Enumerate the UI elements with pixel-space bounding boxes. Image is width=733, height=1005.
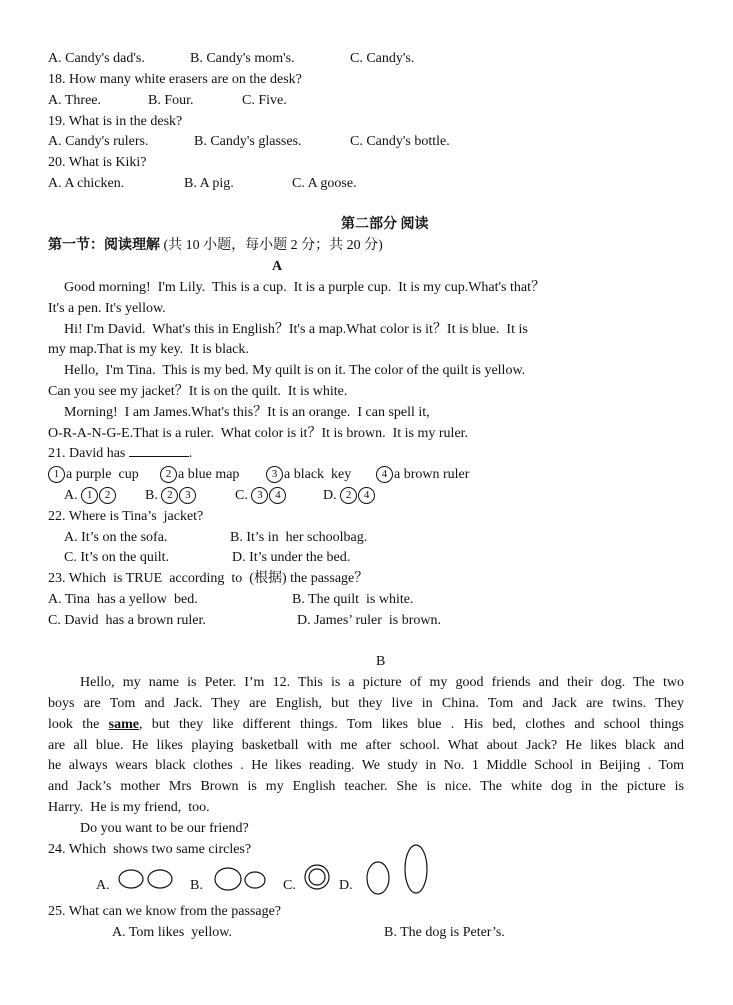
passage-a-label: A — [272, 259, 283, 274]
q20-option-b: B. A pig. — [184, 176, 234, 191]
circle-shape — [148, 870, 172, 888]
passage-b-line: boys are Tom and Jack. They are English, but they live in China. Tom and Jack are twins. They — [48, 696, 684, 711]
passage-a-line: Hi! I'm David. What's this in English？It's a map.What color is it？It is blue. It is — [64, 322, 528, 337]
circle-shape — [309, 869, 325, 885]
look-line-pre: look the — [48, 717, 109, 732]
q21-option — [145, 486, 197, 506]
q24-option-d-label: D. — [339, 878, 353, 893]
q24-option-d-shapes — [362, 844, 432, 896]
passage-a-line: O-R-A-N-G-E.That is a ruler. What color is it？It is brown. It is my ruler. — [48, 426, 469, 441]
q25-option-a: A. Tom likes yellow. — [112, 925, 232, 940]
passage-b-label: B — [376, 654, 386, 669]
q24-option-a-label: A. — [96, 878, 110, 893]
q21-item — [266, 465, 351, 485]
q21-question-text: 21. David has — [48, 446, 126, 461]
q18-option-a: A. Three. — [48, 93, 101, 108]
circled-number: 4 — [269, 487, 286, 504]
q22-option-c: C. It’s on the quilt. — [64, 550, 169, 565]
passage-b-line: Hello, my name is Peter. I’m 12. This is a picture of my good friends and their dog. The two — [80, 675, 684, 690]
q24-option-c-shapes — [303, 864, 333, 892]
q17-option-c: C. Candy's. — [350, 51, 415, 66]
look-line-post: , but they like different things. Tom likes blue . His bed, clothes and school things — [138, 717, 684, 732]
section1-desc: (共 10 小题，每小题 2 分；共 20 分) — [163, 238, 383, 253]
q20-option-a: A. A chicken. — [48, 176, 125, 191]
q24-option-b-label: B. — [190, 878, 203, 893]
circle-shape — [215, 868, 241, 890]
circled-number: 3 — [251, 487, 268, 504]
passage-a-line: my map.That is my key. It is black. — [48, 342, 249, 357]
q21-item-text: a brown ruler — [394, 467, 470, 482]
q25-question: 25. What can we know from the passage? — [48, 904, 281, 919]
q21-option-letter: D. — [323, 488, 337, 503]
q19-option-a: A. Candy's rulers. — [48, 134, 149, 149]
q24-option-b-shapes — [212, 866, 272, 894]
ellipse-shape — [405, 845, 427, 893]
q23-option-d: D. James’ ruler is brown. — [297, 613, 441, 628]
passage-b-line: he always wears black clothes . He likes reading. We study in No. 1 Middle School in Beijing . Tom — [48, 758, 684, 773]
circled-number: 2 — [99, 487, 116, 504]
circled-number: 1 — [81, 487, 98, 504]
passage-b-line: and Jack’s mother Mrs Brown is my English teacher. She is nice. The white dog in the picture is — [48, 779, 684, 794]
q22-question: 22. Where is Tina’s jacket? — [48, 509, 204, 524]
circled-number: 1 — [48, 466, 65, 483]
ellipse-shape — [367, 862, 389, 894]
q21-question-end: . — [188, 446, 193, 461]
q22-option-a: A. It’s on the sofa. — [64, 530, 168, 545]
q21-option — [235, 486, 287, 506]
q21-item — [160, 465, 239, 485]
q23-option-c: C. David has a brown ruler. — [48, 613, 206, 628]
q24-option-c-label: C. — [283, 878, 296, 893]
q20-option-c: C. A goose. — [292, 176, 357, 191]
q19-option-c: C. Candy's bottle. — [350, 134, 450, 149]
q21-option — [64, 486, 117, 506]
circled-number: 2 — [340, 487, 357, 504]
passage-b-line: Harry. He is my friend, too. — [48, 800, 210, 815]
passage-a-line: It's a pen. It's yellow. — [48, 301, 166, 316]
q21-item — [376, 465, 469, 485]
q19-question: 19. What is in the desk? — [48, 114, 183, 129]
q18-option-b: B. Four. — [148, 93, 194, 108]
passage-a-line: Can you see my jacket？It is on the quilt. It is white. — [48, 384, 348, 399]
passage-b-line — [48, 715, 684, 735]
q24-option-a-shapes — [118, 868, 178, 892]
q25-option-b: B. The dog is Peter’s. — [384, 925, 505, 940]
underlined-word: same — [108, 717, 139, 732]
q21-item-text: a purple cup — [66, 467, 139, 482]
q18-option-c: C. Five. — [242, 93, 287, 108]
q21-option — [323, 486, 376, 506]
q20-question: 20. What is Kiki? — [48, 155, 147, 170]
q21-option-letter: A. — [64, 488, 78, 503]
q21-item — [48, 465, 139, 485]
q23-option-b: B. The quilt is white. — [292, 592, 414, 607]
q17-option-b: B. Candy's mom's. — [190, 51, 295, 66]
q23-question: 23. Which is TRUE according to (根据) the passage？ — [48, 571, 369, 586]
q19-option-b: B. Candy's glasses. — [194, 134, 302, 149]
q22-option-d: D. It’s under the bed. — [232, 550, 351, 565]
passage-b-line: Do you want to be our friend? — [80, 821, 249, 836]
passage-a-line: Hello, I'm Tina. This is my bed. My quilt is on it. The color of the quilt is yellow. — [64, 363, 526, 378]
q23-option-a: A. Tina has a yellow bed. — [48, 592, 198, 607]
circle-shape — [245, 872, 265, 888]
section1-heading — [48, 236, 383, 256]
part2-title: 第二部分 阅读 — [341, 217, 429, 232]
circle-shape — [119, 870, 143, 888]
q21-question — [48, 444, 192, 464]
circled-number: 4 — [358, 487, 375, 504]
q18-question: 18. How many white erasers are on the desk? — [48, 72, 302, 87]
q24-question: 24. Which shows two same circles? — [48, 842, 252, 857]
passage-a-line: Morning! I am James.What's this？It is an orange. I can spell it, — [64, 405, 430, 420]
circled-number: 2 — [160, 466, 177, 483]
section1-title: 第一节：阅读理解 — [48, 238, 160, 253]
q21-option-letter: C. — [235, 488, 248, 503]
q21-item-text: a black key — [284, 467, 352, 482]
q21-option-letter: B. — [145, 488, 158, 503]
q22-option-b: B. It’s in her schoolbag. — [230, 530, 368, 545]
q21-item-text: a blue map — [178, 467, 240, 482]
circled-number: 3 — [266, 466, 283, 483]
passage-a-line: Good morning! I'm Lily. This is a cup. It is a purple cup. It is my cup.What's that？ — [64, 280, 545, 295]
answer-blank — [129, 444, 189, 457]
q17-option-a: A. Candy's dad's. — [48, 51, 145, 66]
circled-number: 2 — [161, 487, 178, 504]
circled-number: 3 — [179, 487, 196, 504]
circled-number: 4 — [376, 466, 393, 483]
passage-b-line: are all blue. He likes playing basketball with me after school. What about Jack? He likes black and — [48, 738, 684, 753]
